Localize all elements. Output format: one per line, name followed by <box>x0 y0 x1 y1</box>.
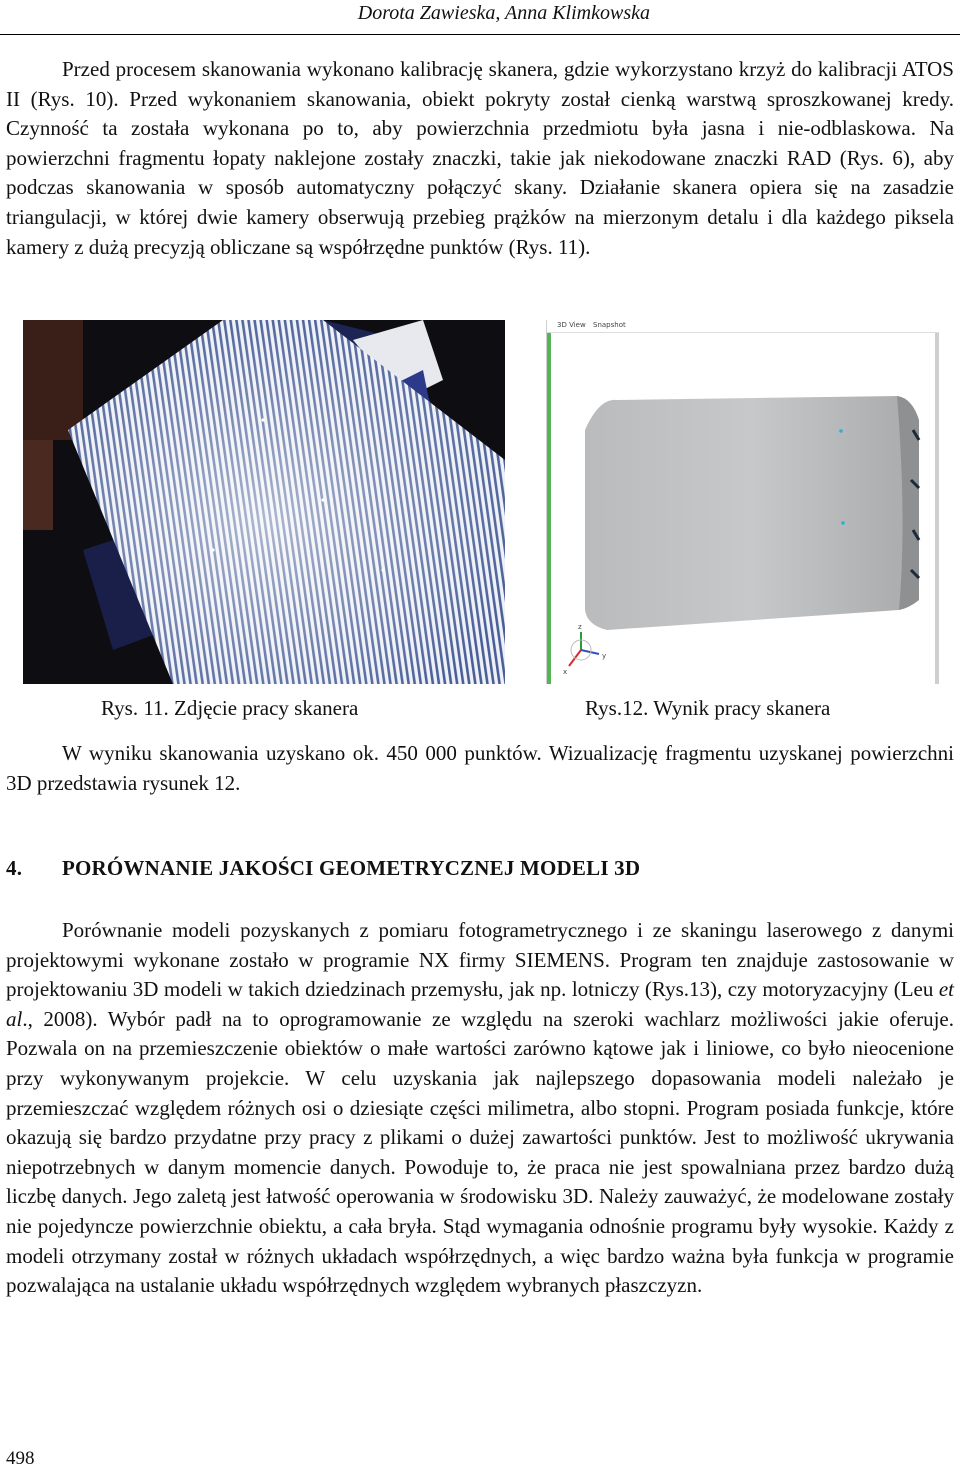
paragraph-scanning-process: Przed procesem skanowania wykonano kalibrację skanera, gdzie wykorzystano krzyż do kalibracji ATOS II (Rys. 10). Przed wykonaniem skanowania, obiekt pokryty został cienką warstwą sproszkowanej kredy. Czynność ta została wykonana po to, aby powierzchnia przedmiotu była jasna i nie-odblaskowa. Na powierzchni fragmentu łopaty naklejone zostały znaczki, takie jak niekodowane znaczki RAD (Rys. 6), aby podczas skanowania w sposób automatyczny połączyć skany. Działanie skanera opiera się na zasadzie triangulacji, w której dwie kamery obserwują przebieg prążków na mierzonym detalu i dla każdego piksela kamery z dużą precyzją obliczane są współrzędne punktów (Rys. 11). <box>6 57 954 259</box>
scanned-surface-render <box>547 320 939 684</box>
figure-scanner-photo <box>23 320 505 684</box>
paragraph-scan-result: W wyniku skanowania uzyskano ok. 450 000 punktów. Wizualizację fragmentu uzyskanej powierzchni 3D przedstawia rysunek 12. <box>6 741 954 795</box>
header-author: Dorota Zawieska, Anna Klimkowska <box>357 2 650 24</box>
tab-snapshot: Snapshot <box>593 321 626 329</box>
figure-scan-result <box>546 320 939 684</box>
citation-et-al: et al <box>6 977 954 1031</box>
figure-11-caption: Rys. 11. Zdjęcie pracy skanera <box>101 696 359 720</box>
section-number: 4. <box>6 856 23 880</box>
paragraph-model-comparison <box>6 916 954 1301</box>
axis-label-x: x <box>563 668 568 676</box>
paragraph-text-part1: Porównanie modeli pozyskanych z pomiaru fotogrametrycznego i ze skaningu laserowego z danymi projektowymi wykonane zostało w programie NX firmy SIEMENS. Program ten znajduje zastosowanie w projektowaniu 3D modeli w takich dziedzinach przemysłu, jak np. lotniczy (Rys.13), czy motoryzacyjny (Leu <box>6 918 954 1002</box>
axis-label-y: y <box>602 652 607 660</box>
figure-12-caption: Rys.12. Wynik pracy skanera <box>585 696 831 720</box>
axis-triad-icon <box>569 632 599 666</box>
section-title-text: PORÓWNANIE JAKOŚCI GEOMETRYCZNEJ MODELI 3D <box>62 856 641 880</box>
axis-label-z: z <box>578 623 582 631</box>
running-header <box>0 0 960 35</box>
scanner-photo-image <box>23 320 505 684</box>
paragraph-text-part2: ., 2008). Wybór padł na to oprogramowanie ze względu na szeroki wachlarz możliwości jakie oferuje. Pozwala on na przemieszczenie obiektów o małe wartości zarówno kątowe jak i liniowe, co było nieocenione przy wykonywanym projekcie. W celu uzyskania jak najlepszego dopasowania modeli należało je przemieszczać względem różnych osi o dziesiąte części milimetra, albo stopni. Program posiada funkcje, które okazują się bardzo przydatne przy pracy z plikami o dużej zawartości punktów. Jest to możliwość ukrywania niepotrzebnych w danym momencie danych. Powoduje to, że praca nie jest spowalniana przez bardzo dużą liczbę danych. Jego zaletą jest łatwość operowania w środowisku 3D. Należy zauważyć, że modelowane zostały nie pojedyncze powierzchnie obiektu, a cała bryła. Stąd wymagania odnośnie programu były wysokie. Każdy z modeli otrzymany został w różnych układach współrzędnych, a więc bardzo ważna była funkcja w programie pozwalająca na ustalanie układu współrzędnych względem wybranych płaszczyzn. <box>6 1006 954 1298</box>
section-heading <box>6 856 640 881</box>
page-number: 498 <box>6 1448 35 1469</box>
tab-3d-view: 3D View <box>557 321 586 329</box>
